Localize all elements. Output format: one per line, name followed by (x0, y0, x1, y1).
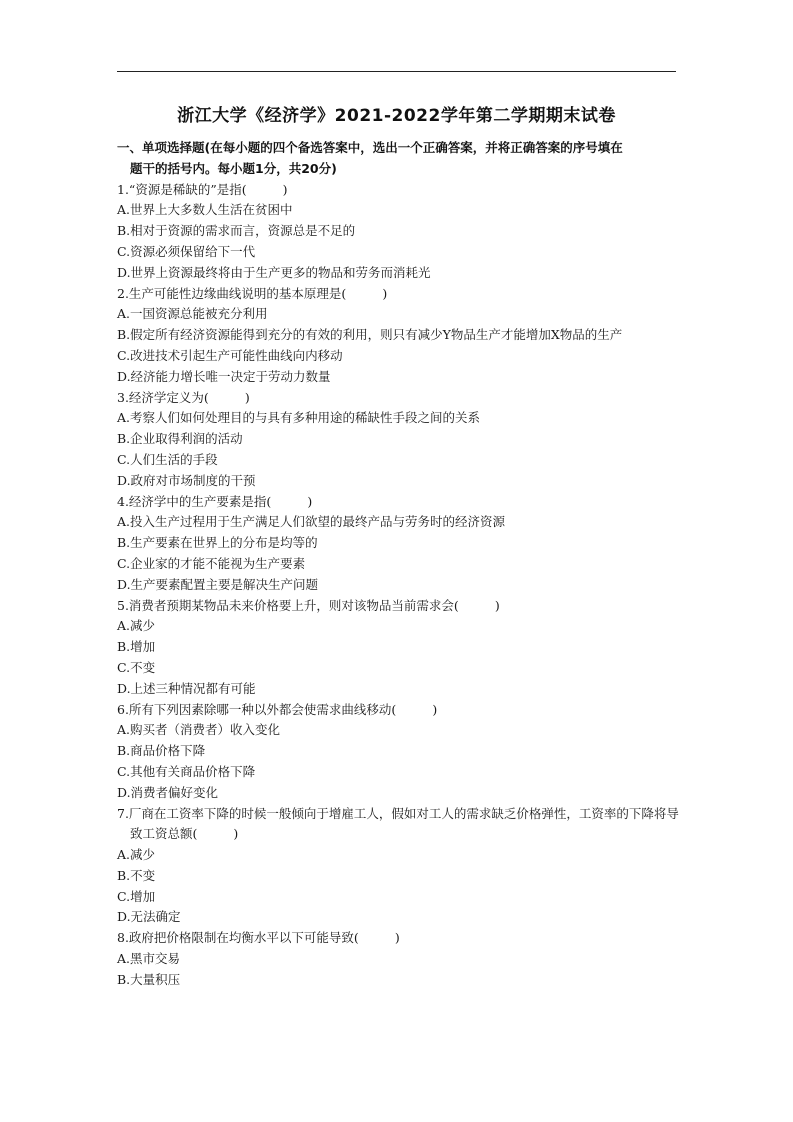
question-6 (117, 700, 679, 804)
question-4 (117, 492, 679, 596)
section-heading-line-1: 一、单项选择题(在每小题的四个备选答案中，选出一个正确答案，并将正确答案的序号填在 (117, 140, 623, 155)
question-stem: 5.消费者预期某物品未来价格要上升，则对该物品当前需求会( ) (117, 597, 500, 613)
question-8 (117, 928, 679, 990)
option-a: A.购买者（消费者）收入变化 (117, 722, 281, 738)
option-b: B.假定所有经济资源能得到充分的有效的利用，则只有减少Y物品生产才能增加X物品的生产 (117, 327, 623, 343)
question-stem: 4.经济学中的生产要素是指( ) (117, 493, 313, 509)
section-heading (117, 138, 679, 180)
option-a: A.减少 (117, 618, 156, 634)
option-b: B.商品价格下降 (117, 743, 206, 759)
question-7 (117, 804, 679, 929)
question-stem: 3.经济学定义为( ) (117, 389, 250, 405)
option-a: A.投入生产过程用于生产满足人们欲望的最终产品与劳务时的经济资源 (117, 514, 506, 530)
option-b: B.企业取得利润的活动 (117, 431, 243, 447)
question-stem: 1.“资源是稀缺的”是指( ) (117, 181, 288, 197)
option-c: C.人们生活的手段 (117, 451, 218, 467)
question-1 (117, 180, 679, 284)
exam-content (117, 138, 679, 991)
option-c: C.增加 (117, 888, 156, 904)
question-stem: 6.所有下列因素除哪一种以外都会使需求曲线移动( ) (117, 701, 438, 717)
option-d: D.无法确定 (117, 909, 181, 925)
option-d: D.经济能力增长唯一决定于劳动力数量 (117, 368, 331, 384)
section-heading-line-2: 题干的括号内。每小题1分，共20分) (130, 160, 337, 176)
option-c: C.改进技术引起生产可能性曲线向内移动 (117, 347, 343, 363)
option-b: B.大量积压 (117, 971, 181, 987)
question-5 (117, 596, 679, 700)
exam-title: 浙江大学《经济学》2021-2022学年第二学期期末试卷 (177, 106, 616, 126)
option-c: C.不变 (117, 659, 156, 675)
option-b: B.生产要素在世界上的分布是均等的 (117, 535, 318, 551)
question-3 (117, 388, 679, 492)
option-c: C.企业家的才能不能视为生产要素 (117, 555, 306, 571)
option-a: A.黑市交易 (117, 951, 181, 967)
option-d: D.上述三种情况都有可能 (117, 680, 256, 696)
option-d: D.生产要素配置主要是解决生产问题 (117, 576, 319, 592)
question-stem: 2.生产可能性边缘曲线说明的基本原理是( ) (117, 285, 388, 301)
option-b: B.不变 (117, 867, 156, 883)
option-a: A.考察人们如何处理目的与具有多种用途的稀缺性手段之间的关系 (117, 410, 481, 426)
option-b: B.相对于资源的需求而言，资源总是不足的 (117, 223, 356, 239)
option-c: C.其他有关商品价格下降 (117, 763, 256, 779)
option-a: A.一国资源总能被充分利用 (117, 306, 268, 322)
option-a: A.世界上大多数人生活在贫困中 (117, 202, 293, 218)
question-2 (117, 284, 679, 388)
question-stem: 8.政府把价格限制在均衡水平以下可能导致( ) (117, 930, 400, 946)
option-b: B.增加 (117, 639, 156, 655)
question-stem: 7.厂商在工资率下降的时候一般倾向于增雇工人，假如对工人的需求缺乏价格弹性，工资率的下降将导致工资总额( ) (117, 805, 679, 842)
option-d: D.政府对市场制度的干预 (117, 472, 256, 488)
option-d: D.世界上资源最终将由于生产更多的物品和劳务而消耗光 (117, 264, 431, 280)
option-a: A.减少 (117, 847, 156, 863)
header-rule (117, 71, 676, 72)
option-c: C.资源必须保留给下一代 (117, 243, 256, 259)
option-d: D.消费者偏好变化 (117, 784, 219, 800)
